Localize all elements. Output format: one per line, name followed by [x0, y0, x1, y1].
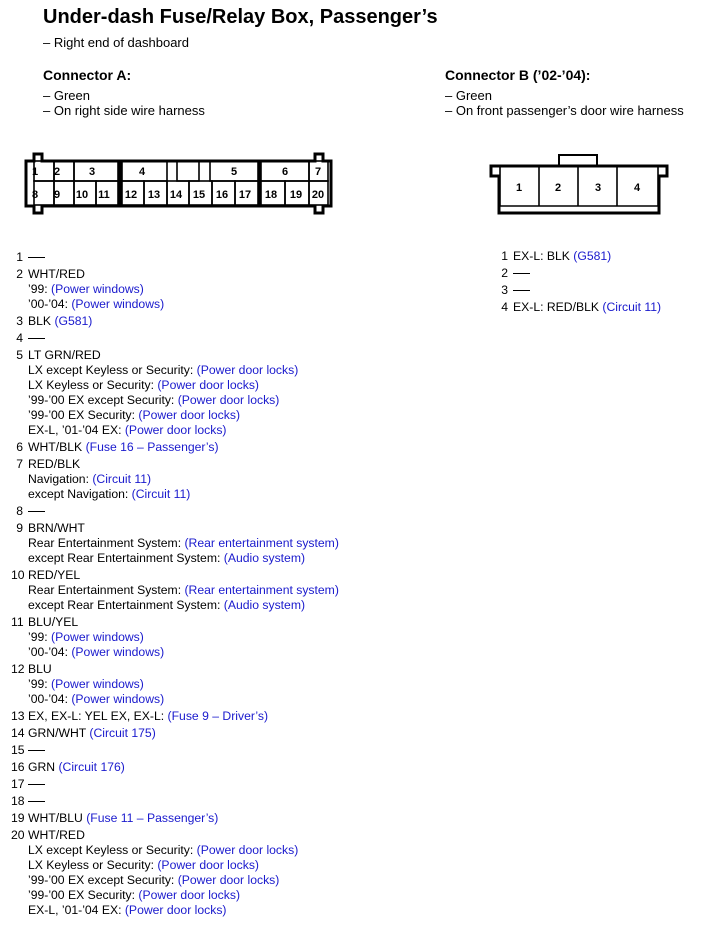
reference-link[interactable]: (Fuse 9 – Driver’s) — [167, 709, 269, 723]
connector-b-pin-list — [496, 249, 706, 317]
reference-link[interactable]: (Power door locks) — [177, 393, 280, 407]
reference-link[interactable]: (Rear entertainment system) — [184, 536, 339, 550]
pin-wire-color — [513, 283, 706, 298]
unused-pin-dash — [28, 338, 45, 339]
pin-text: Rear Entertainment System: — [28, 583, 185, 597]
pin-entry — [11, 794, 701, 809]
connector-b-color-note: – Green — [445, 88, 492, 103]
pin-label: 11 — [98, 189, 110, 201]
pin-number: 3 — [501, 283, 508, 297]
connector-a-diagram — [20, 150, 336, 216]
location-note: – Right end of dashboard — [43, 35, 189, 50]
pin-text: RED/YEL — [28, 568, 81, 582]
pin-number: 5 — [16, 348, 23, 362]
pin-condition — [28, 903, 701, 918]
pin-entry — [11, 662, 701, 707]
reference-link[interactable]: (Fuse 16 – Passenger’s) — [85, 440, 219, 454]
pin-entry — [11, 331, 701, 346]
connector-a-pin-list — [11, 250, 701, 920]
pin-number: 9 — [16, 521, 23, 535]
pin-entry — [496, 249, 706, 264]
pin-entry — [11, 440, 701, 455]
pin-number: 3 — [16, 314, 23, 328]
unused-pin-dash — [28, 784, 45, 785]
pin-condition — [28, 630, 701, 645]
pin-text: ’99: — [28, 677, 52, 691]
reference-link[interactable]: (G581) — [54, 314, 93, 328]
pin-wire-color — [28, 726, 701, 741]
pin-text: EX-L: RED/BLK — [513, 300, 603, 314]
pin-label: 13 — [147, 189, 161, 201]
pin-wire-color — [28, 504, 701, 519]
pin-text: LX except Keyless or Security: — [28, 843, 197, 857]
pin-label: 2 — [554, 182, 562, 194]
pin-entry — [496, 300, 706, 315]
pin-number: 1 — [501, 249, 508, 263]
pin-condition — [28, 677, 701, 692]
pin-condition — [28, 487, 701, 502]
pin-wire-color — [28, 760, 701, 775]
pin-number: 13 — [11, 709, 25, 723]
pin-text: ’00-’04: — [28, 692, 72, 706]
pin-text: ’00-’04: — [28, 645, 72, 659]
pin-text: EX-L, ’01-’04 EX: — [28, 903, 125, 917]
pin-number: 18 — [11, 794, 25, 808]
pin-label: 9 — [53, 189, 61, 201]
pin-text: GRN/WHT — [28, 726, 90, 740]
pin-number: 2 — [16, 267, 23, 281]
pin-wire-color — [28, 662, 701, 677]
pin-number: 12 — [11, 662, 25, 676]
pin-entry — [11, 811, 701, 826]
reference-link[interactable]: (Power door locks) — [196, 363, 299, 377]
pin-text: BLU — [28, 662, 52, 676]
pin-text: ’99-’00 EX except Security: — [28, 393, 178, 407]
pin-number: 11 — [11, 615, 24, 629]
pin-wire-color — [28, 615, 701, 630]
pin-entry — [11, 760, 701, 775]
reference-link[interactable]: (Power windows) — [71, 692, 165, 706]
pin-wire-color — [513, 266, 706, 281]
pin-condition — [28, 598, 701, 613]
reference-link[interactable]: (Power windows) — [71, 645, 165, 659]
reference-link[interactable]: (Power windows) — [51, 630, 144, 644]
pin-condition — [28, 393, 701, 408]
pin-wire-color — [28, 440, 701, 455]
pin-wire-color — [513, 300, 706, 315]
pin-number: 1 — [16, 250, 23, 264]
reference-link[interactable]: (Power door locks) — [157, 858, 259, 872]
pin-number: 8 — [16, 504, 23, 518]
pin-condition — [28, 536, 701, 551]
pin-label: 6 — [281, 166, 289, 178]
pin-condition — [28, 692, 701, 707]
pin-number: 16 — [11, 760, 25, 774]
pin-text: except Rear Entertainment System: — [28, 551, 224, 565]
connector-b-location-note: – On front passenger’s door wire harness — [445, 103, 684, 118]
pin-wire-color — [28, 709, 701, 724]
pin-label: 7 — [314, 166, 322, 178]
pin-text: BLU/YEL — [28, 615, 79, 629]
pin-text: ’99-’00 EX Security: — [28, 888, 139, 902]
pin-wire-color — [28, 794, 701, 809]
pin-wire-color — [28, 457, 701, 472]
pin-entry — [496, 266, 706, 281]
connector-a-heading: Connector A: — [43, 67, 132, 83]
pin-text: ’99-’00 EX except Security: — [28, 873, 178, 887]
pin-entry — [11, 521, 701, 566]
pin-entry — [11, 504, 701, 519]
pin-entry — [11, 726, 701, 741]
pin-condition — [28, 645, 701, 660]
unused-pin-dash — [28, 750, 45, 751]
unused-pin-dash — [28, 801, 45, 802]
unused-pin-dash — [28, 257, 45, 258]
pin-label: 16 — [215, 189, 229, 201]
reference-link[interactable]: (Circuit 176) — [58, 760, 125, 774]
reference-link[interactable]: (Power windows) — [51, 677, 144, 691]
pin-text: WHT/BLU — [28, 811, 87, 825]
pin-label: 1 — [515, 182, 523, 194]
pin-text: WHT/BLK — [28, 440, 86, 454]
reference-link[interactable]: (Audio system) — [223, 551, 306, 565]
reference-link[interactable]: (Power door locks) — [196, 843, 299, 857]
pin-entry — [11, 615, 701, 660]
reference-link[interactable]: (Rear entertainment system) — [184, 583, 339, 597]
pin-entry — [11, 348, 701, 438]
pin-text: ’99: — [28, 282, 52, 296]
reference-link[interactable]: (Circuit 11) — [131, 487, 191, 501]
reference-link[interactable]: (Power door locks) — [138, 888, 241, 902]
pin-text: EX, EX-L: YEL EX, EX-L: — [28, 709, 168, 723]
pin-number: 15 — [11, 743, 25, 757]
connector-b-heading: Connector B (’02-’04): — [445, 67, 591, 83]
pin-label: 14 — [169, 189, 183, 201]
pin-wire-color — [28, 777, 701, 792]
pin-text: except Navigation: — [28, 487, 132, 501]
pin-condition — [28, 551, 701, 566]
pin-number: 4 — [501, 300, 508, 314]
reference-link[interactable]: (Audio system) — [223, 598, 306, 612]
pin-label: 12 — [124, 189, 138, 201]
pin-entry — [496, 283, 706, 298]
pin-number: 19 — [11, 811, 25, 825]
pin-condition — [28, 363, 701, 378]
pin-condition — [28, 583, 701, 598]
reference-link[interactable]: (G581) — [573, 249, 612, 263]
pin-text: EX-L: BLK — [513, 249, 574, 263]
pin-wire-color — [28, 521, 701, 536]
pin-label: 15 — [192, 189, 206, 201]
pin-wire-color — [28, 568, 701, 583]
pin-condition — [28, 423, 701, 438]
pin-label: 1 — [31, 166, 39, 178]
pin-condition — [28, 858, 701, 873]
pin-text: Navigation: — [28, 472, 93, 486]
pin-wire-color — [28, 331, 701, 346]
pin-text: RED/BLK — [28, 457, 81, 471]
pin-condition — [28, 378, 701, 393]
pin-condition — [28, 843, 701, 858]
reference-link[interactable]: (Circuit 11) — [92, 472, 152, 486]
reference-link[interactable]: (Fuse 11 – Passenger’s) — [86, 811, 219, 825]
pin-number: 17 — [11, 777, 25, 791]
pin-label: 4 — [138, 166, 146, 178]
pin-entry — [11, 457, 701, 502]
pin-entry — [11, 709, 701, 724]
pin-text: EX-L, ’01-’04 EX: — [28, 423, 125, 437]
pin-number: 7 — [16, 457, 23, 471]
pin-condition — [28, 408, 701, 423]
pin-text: BLK — [28, 314, 55, 328]
pin-label: 18 — [264, 189, 278, 201]
reference-link[interactable]: (Power door locks) — [124, 903, 227, 917]
pin-text: GRN — [28, 760, 59, 774]
pin-label: 4 — [633, 182, 641, 194]
pin-number: 4 — [16, 331, 23, 345]
pin-wire-color — [28, 828, 701, 843]
connector-a-location-note: – On right side wire harness — [43, 103, 205, 118]
pin-entry — [11, 777, 701, 792]
reference-link[interactable]: (Circuit 175) — [89, 726, 156, 740]
pin-entry — [11, 743, 701, 758]
pin-text: WHT/RED — [28, 267, 85, 281]
pin-entry — [11, 828, 701, 918]
pin-label: 17 — [238, 189, 252, 201]
pin-label: 2 — [53, 166, 61, 178]
pin-number: 10 — [11, 568, 25, 582]
pin-text: except Rear Entertainment System: — [28, 598, 224, 612]
pin-label: 3 — [594, 182, 602, 194]
pin-text: ’99-’00 EX Security: — [28, 408, 139, 422]
pin-text: WHT/RED — [28, 828, 85, 842]
pin-condition — [28, 888, 701, 903]
pin-text: Rear Entertainment System: — [28, 536, 185, 550]
pin-label: 20 — [311, 189, 325, 201]
reference-link[interactable]: (Power door locks) — [157, 378, 259, 392]
pin-number: 2 — [501, 266, 508, 280]
pin-label: 5 — [230, 166, 238, 178]
pin-condition — [28, 873, 701, 888]
pin-entry — [11, 568, 701, 613]
pin-wire-color — [28, 348, 701, 363]
unused-pin-dash — [513, 290, 530, 291]
pin-condition — [28, 472, 701, 487]
pin-text: LT GRN/RED — [28, 348, 101, 362]
pin-text: LX Keyless or Security: — [28, 858, 158, 872]
pin-label: 19 — [289, 189, 303, 201]
reference-link[interactable]: (Power windows) — [71, 297, 165, 311]
pin-text: BRN/WHT — [28, 521, 85, 535]
unused-pin-dash — [28, 511, 45, 512]
pin-number: 20 — [11, 828, 25, 842]
reference-link[interactable]: (Power door locks) — [138, 408, 241, 422]
page-title: Under-dash Fuse/Relay Box, Passenger’s — [43, 6, 438, 28]
pin-text: LX except Keyless or Security: — [28, 363, 197, 377]
pin-text: ’99: — [28, 630, 52, 644]
unused-pin-dash — [513, 273, 530, 274]
pin-number: 6 — [16, 440, 23, 454]
pin-number: 14 — [11, 726, 25, 740]
pin-text: LX Keyless or Security: — [28, 378, 158, 392]
pin-wire-color — [28, 811, 701, 826]
reference-link[interactable]: (Circuit 11) — [602, 300, 662, 314]
pin-label: 3 — [88, 166, 96, 178]
pin-wire-color — [513, 249, 706, 264]
connector-a-color-note: – Green — [43, 88, 90, 103]
pin-label: 10 — [75, 189, 89, 201]
pin-label: 8 — [31, 189, 39, 201]
pin-wire-color — [28, 743, 701, 758]
reference-link[interactable]: (Power door locks) — [177, 873, 280, 887]
reference-link[interactable]: (Power windows) — [51, 282, 144, 296]
pin-text: ’00-’04: — [28, 297, 72, 311]
reference-link[interactable]: (Power door locks) — [124, 423, 227, 437]
connector-b-diagram — [486, 150, 672, 216]
